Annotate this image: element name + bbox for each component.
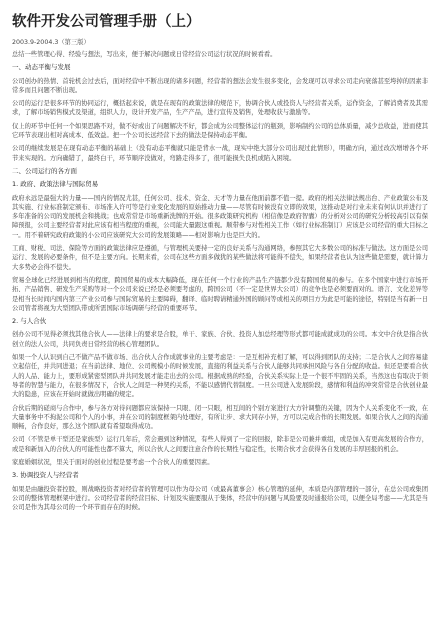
- body-paragraph: 公司的继续发展是在现有动态平衡的基础上（没有动态平衡就只能是背水一战，现实中绝大部分公司出现过此情形），明确方向，通过改次增增各个环节来实现的。方向确错了，最终白干，环节顺序没做对，弯路走得多了，很可能损失良机或陷入困境。: [12, 145, 428, 162]
- body-paragraph: 工商、财税、司法、保险等方面的政策法律应是遵循，与管理机关要持一定的良好关系与沟通网络，参照其它大多数公司的标准与做法。这方面是公司运行、发展的必要条件，但不是主要方向。长期来看，公司在这些方面多做犹的某些做法将可能得不偿失，如果经营者也认为这些做是需要，就计算力大多势必会得不偿失。: [12, 245, 428, 271]
- body-paragraph: 公司的运行是很多环节的协同运行，概括起来说，就是在现有的政策法律的规范下，协调合伙人或投资人与经营者关系，运作资金，了解消费者及其需求，了解市场销售模式及渠道，组织人力，设计开发产品，生产产品，进行宣传及销售，处理收获与激励等。: [12, 100, 428, 117]
- body-paragraph: 如果是由融投资者控股，则战略投资者对经营者的管理可以作为母公司（或最高董事会）核心管理的延伸，本质是内部管理的一部分，在总公司或集团公司的整体管理框架中进行。公司经营者的经营目标、计划及实施要服从于集体，经营中的问题与风险要及时通报给公司，以便全局考虑——尤其是当公司是作为其母公司的一个环节而存在的时候。: [12, 485, 428, 512]
- body-paragraph: 公司创办的热情、首轮机会过去后，面对经营中不断出现的诸多问题，经营者的想法会发生很多变化，会发现可以寻求公司走向衰落甚至垮掉的因素非常多而且问题不断出现。: [12, 77, 428, 94]
- body-paragraph: 政府永远是最强大的力量——国内的情况尤甚，任何公司、技术、资金、天才等力量在他面前都不值一提。政府的相关法律法规出台、产业政策公布及其实施、行业标准制定颁布、市场准入许可等是行业变化发展的原始推动力量——尽管有时候没有立即的效果，这推动是对行业未来有何认识并进行了多年准备的公司的发展机会和挑战；也成常常是市场重新洗牌的开始。很多政策研究机构（相信像是政府智囊）的分析对公司的研究分析较高引以有保障预报，公司主要经营者对此应该有相当程度的重视，公司能大量跟这重视。顺带参与对性相关工作（如行业标准制订）应该是公司经营的重大目标之一。用不着研究政府政策的小公司应该研究大公司的发展策略——相对影响力也是巨大的。: [12, 194, 428, 239]
- body-paragraph: 创办公司不见得必须找其他合伙人——法律上的要求是合股，单干、家族、合伙、投资人加总经理等形式都可能成就成功的公司。本文中合伙是指合伙创立的法人公司，共同负责日常经营的核心管理团队。: [12, 331, 428, 348]
- body-paragraph: 公司（不管是单干型还是家族型）运行几年后，常会遇到这种情况，有些人得到了一定的回报，除非是公司兼并重组，或是加入有更高发展的合作方，或是和新加入的合伙人的可能性也都不算大，所以合伙人之间要注意合作的长期性与稳定性，长期合伙才会获得各自发展的丰厚回报的机会。: [12, 436, 428, 453]
- body-paragraph: 合伙后期的磋商与合作中，参与各方对待问题都应该保持一只眼、闭一只眼，相互间的个别方案进行大方针调整的关键，因为个人关系变化不一致，在大量事务中不拘泥公司和个人的小事，并在公司的制度框架内处理好，有所让步、求大同存小异，方可以完成合作的长期发展。如果合伙人之间的沟通顺畅，合作良好，那么这个团队就有希望取得成功。: [12, 404, 428, 431]
- section-heading: 3. 协调投资人与经营者: [12, 471, 79, 480]
- section-heading: 1. 政府、政策法律与国际贸易: [12, 180, 99, 189]
- document-edition: 2003.9-2004.3（第三版）: [12, 39, 90, 46]
- body-paragraph: 家庭婚姻状况，里关于面对的创业过程是要考虑一个合伙人的重要因素。: [12, 458, 214, 466]
- body-paragraph: 仅上的环节中任何一个如果思路不对，做不好或出了问题解决不好，都会成为公司整体运行的瓶颈，影响制约公司的总体质量，减少总收益，进而使其它环节表现出相对高成本、低效益。把一个公司长远经营下去的做法是保持动态平衡。: [12, 122, 428, 140]
- section-heading: 2. 与人合伙: [12, 317, 47, 326]
- body-paragraph: 如果一个人认识到自己不做产品不做市场、出合伙人合作成就事业的主要考虑是：一是互相补充相了解，可以得到团队的支持；二是合伙人之间容易建立起信任，并共同进退；在当前法律、地位、公司规模小的时候发展，直接的利益关系与合伙人能够共同承担风险与各自分配的收益。但还是要看合伙人的人品、能力上，要形成紧密型团队并共同发展才能走出去的公司。根据成熟的经验，合伙关系实际上是一个很不牢固的关系，当然这也有取决于领导者的智慧与能力，在很多情况下，合伙人之间是一种契约关系，不能以感情代替制度。一旦公司进入发展阶段，感情和利益的冲突常常是合伙创业最大的隐患，应该在开始时就做出明确的规定。: [12, 354, 428, 399]
- section-heading: 二、公司运行的各方面: [12, 166, 77, 175]
- document-body: [12, 63, 428, 512]
- body-paragraph: 贸易全球化已经进展到相当的程度，跨国贸易的成本大幅降低，现在任何一个行业的产品生产链都少没有跨国贸易的参与。在多个国家中进行市场开拓、产品销售、研发生产采购等对一个公司来说已经是必须要考虑的，跨国公司（不一定是世界大公司）的竞争也是必须要面对的。语言、文化差异等是相当长时间内国内第三产业公司参与国际贸易的主要障碍，翻译、临时聘请精通外国的顾问等或相关的项目方为此是可能的途径，特别是当有新一日公司管者将视为大型团队带或所需国际市场调研与经营的重要环节。: [12, 276, 428, 312]
- section-heading: 一、动态平衡与发展: [12, 63, 71, 72]
- intro-paragraph: 总结一些管理心得、经验与想法，写出来，便于解决问题或日常经营公司运行状况的时候看看。: [12, 51, 277, 58]
- document-title: 软件开发公司管理手册（上）: [12, 14, 201, 30]
